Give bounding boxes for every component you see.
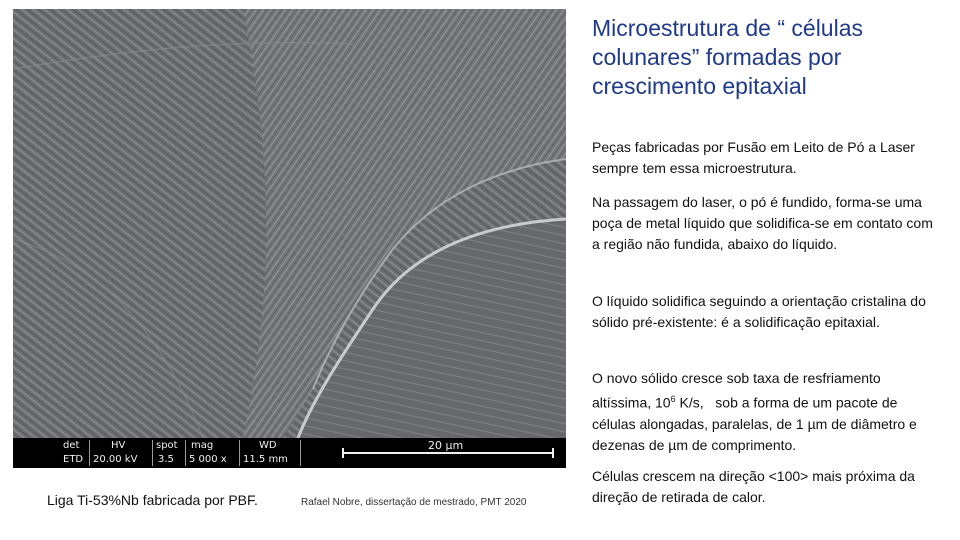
databar-divider: [300, 440, 301, 466]
paragraph-cooling-rate: [592, 368, 937, 456]
paragraph-growth-direction: Células crescem na direção <100> mais próxima da direção de retirada de calor.: [592, 468, 915, 505]
wd-label: WD: [259, 440, 277, 451]
scale-bar-label: 20 µm: [428, 439, 464, 452]
scale-bar-tick-right: [552, 448, 554, 458]
wd-value: 11.5 mm: [243, 454, 288, 465]
paragraph-epitaxial: O líquido solidifica seguindo a orientação cristalina do sólido pré-existente: é a solidificação epitaxial.: [592, 293, 926, 330]
scale-bar: [343, 452, 553, 454]
exponent: 6: [670, 394, 676, 404]
cooling-rate-text-start: O novo sólido cresce sob taxa de resfriamento altíssima, 10: [592, 370, 881, 411]
mag-label: mag: [191, 440, 214, 451]
spot-label: spot: [156, 440, 178, 451]
sem-micrograph: [13, 9, 566, 468]
sem-databar: [13, 438, 566, 468]
databar-divider: [185, 440, 186, 466]
databar-divider: [152, 440, 153, 466]
cooling-rate-text-end: K/s, sob a forma de um pacote de células alongadas, paralelas, de 1 µm de diâmetro e dezenas de µm de comprimento.: [592, 394, 921, 453]
image-credit: Rafael Nobre, dissertação de mestrado, PMT 2020: [301, 497, 527, 508]
hv-label: HV: [111, 440, 126, 451]
databar-divider: [239, 440, 240, 466]
paragraph-pbf: Peças fabricadas por Fusão em Leito de Pó a Laser sempre tem essa microestrutura.: [592, 139, 915, 176]
microstructure-texture: [13, 9, 566, 438]
paragraph-melt-pool: Na passagem do laser, o pó é fundido, forma-se uma poça de metal líquido que solidifica-se em contato com a região não fundida, abaixo do líquido.: [592, 194, 933, 252]
det-label: det: [63, 440, 80, 451]
spot-value: 3.5: [158, 454, 174, 465]
det-value: ETD: [63, 454, 84, 465]
hv-value: 20.00 kV: [93, 454, 138, 465]
image-caption: Liga Ti-53%Nb fabricada por PBF.: [47, 492, 258, 508]
slide-title: Microestrutura de “ células colunares” formadas por crescimento epitaxial: [592, 15, 863, 99]
mag-value: 5 000 x: [189, 454, 227, 465]
databar-divider: [89, 440, 90, 466]
